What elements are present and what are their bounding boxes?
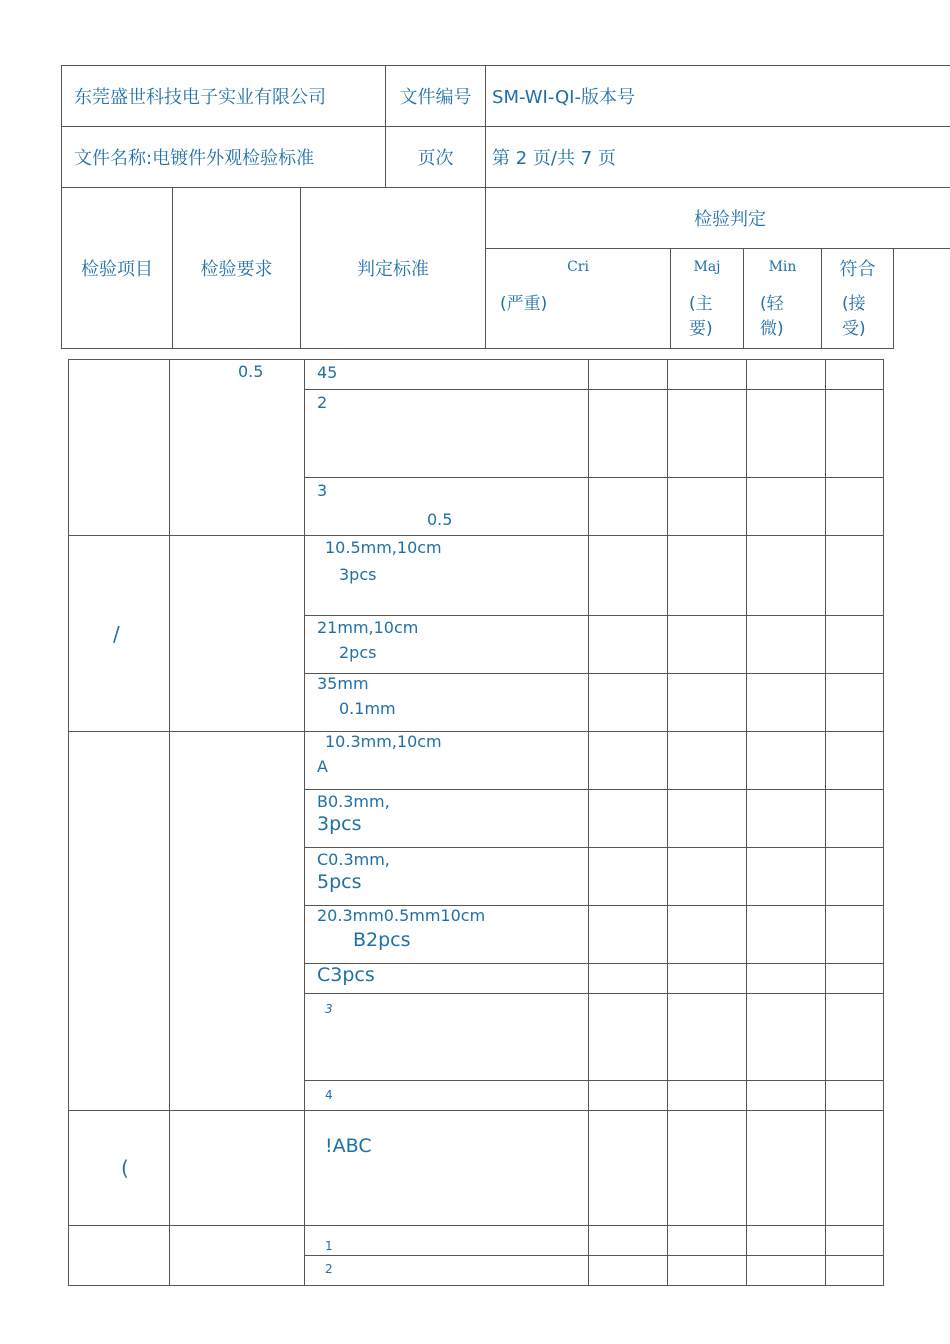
item-cell	[69, 360, 170, 536]
page-value: 第 2 页/共 7 页	[486, 127, 950, 188]
col-min-code: Min	[768, 259, 797, 275]
col-cri	[486, 249, 671, 349]
criteria-cell: 21mm,10cm 2pcs	[305, 616, 589, 674]
criteria-cell: 3	[305, 994, 589, 1081]
col-maj	[671, 249, 744, 349]
criteria-cell: 35mm 0.1mm	[305, 674, 589, 732]
col-min-sub: (轻微)	[760, 294, 784, 339]
page-label: 页次	[386, 127, 486, 188]
criteria-cell: !ABC	[305, 1111, 589, 1226]
col-requirement: 检验要求	[173, 188, 301, 349]
col-min	[744, 249, 822, 349]
table-row	[69, 360, 884, 390]
criteria-cell: C0.3mm, 5pcs	[305, 848, 589, 906]
requirement-cell	[170, 1226, 305, 1286]
item-cell	[69, 732, 170, 1111]
table-row	[69, 732, 884, 790]
col-accept-label: 符合	[839, 259, 876, 280]
col-cri-code: Cri	[567, 259, 589, 275]
criteria-cell: 3 0.5	[305, 478, 589, 536]
item-cell: (	[69, 1111, 170, 1226]
doc-number-label: 文件编号	[386, 66, 486, 127]
requirement-cell	[170, 1111, 305, 1226]
col-accept	[822, 249, 894, 349]
col-judgement: 检验判定	[486, 188, 950, 249]
col-cri-sub: (严重)	[500, 294, 548, 314]
requirement-cell	[170, 732, 305, 1111]
table-row	[69, 536, 884, 616]
criteria-cell: C3pcs	[305, 964, 589, 994]
inspection-table	[68, 359, 884, 1286]
criteria-cell: 20.3mm0.5mm10cm B2pcs	[305, 906, 589, 964]
requirement-cell	[170, 536, 305, 732]
col-item: 检验项目	[62, 188, 173, 349]
criteria-cell: 45	[305, 360, 589, 390]
header-table	[61, 65, 950, 349]
table-row	[69, 1226, 884, 1256]
criteria-cell: 4	[305, 1081, 589, 1111]
criteria-cell: 2	[305, 1256, 589, 1286]
col-criteria: 判定标准	[301, 188, 486, 349]
criteria-cell: 1	[305, 1226, 589, 1256]
criteria-cell: 10.5mm,10cm 3pcs	[305, 536, 589, 616]
item-cell: /	[69, 536, 170, 732]
doc-number-value: SM-WI-QI-版本号	[486, 66, 950, 127]
criteria-cell: B0.3mm, 3pcs	[305, 790, 589, 848]
doc-name: 文件名称:电镀件外观检验标准	[62, 127, 386, 188]
company-name: 东莞盛世科技电子实业有限公司	[62, 66, 386, 127]
criteria-cell: 10.3mm,10cm A	[305, 732, 589, 790]
col-maj-code: Maj	[693, 259, 721, 275]
requirement-cell: 0.5	[170, 360, 305, 536]
item-cell	[69, 1226, 170, 1286]
table-row	[69, 1111, 884, 1226]
criteria-cell: 2	[305, 390, 589, 478]
col-maj-sub: (主要)	[689, 294, 713, 339]
col-accept-sub: (接受)	[842, 294, 866, 339]
